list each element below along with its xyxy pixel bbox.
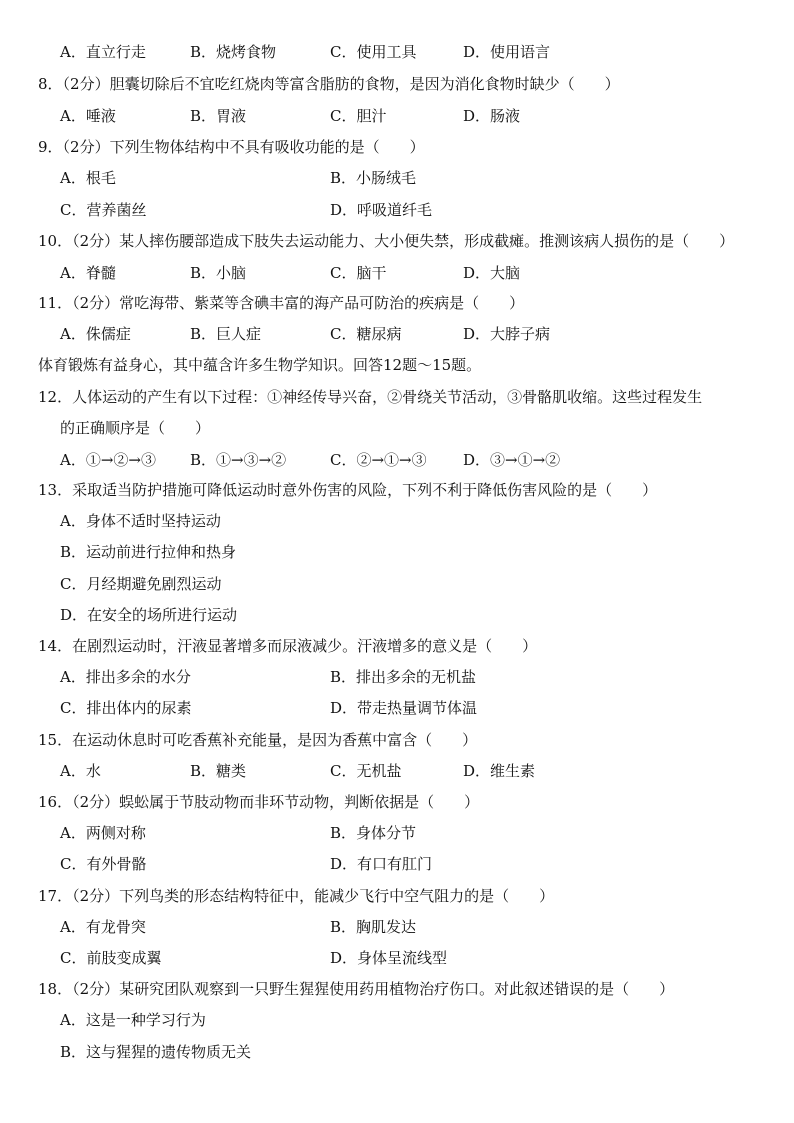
q9-stem [38,136,764,158]
q12-option-b: B．①→③→② [190,451,287,469]
q14-number: 14． [38,637,73,655]
q11-option-a: A．侏儒症 [60,325,131,343]
q10-number: 10． [38,232,73,250]
q10-option-d: D．大脑 [463,264,521,282]
q13-option-a: A．身体不适时坚持运动 [60,512,221,530]
q17-option-a: A．有龙骨突 [60,918,146,936]
q16-stem [38,791,764,813]
q13-number: 13． [38,481,73,499]
q9-text: （2分）下列生物体结构中不具有吸收功能的是（ ） [62,138,425,156]
q12-option-a: A．①→②→③ [60,451,156,469]
q15-option-d: D．维生素 [463,762,536,780]
q8-text: （2分）胆囊切除后不宜吃红烧肉等富含脂肪的食物，是因为消化食物时缺少（ ） [62,75,620,93]
q18-number: 18． [38,980,73,998]
q17-options-row1 [60,916,764,938]
q14-text: 在剧烈运动时，汗液显著增多而尿液减少。汗液增多的意义是（ ） [72,637,538,655]
q18-stem [38,978,764,1000]
q12-option-d: D．③→①→② [463,451,561,469]
q17-options-row2 [60,947,764,969]
q14-option-a: A．排出多余的水分 [60,668,191,686]
q10-stem [38,230,764,252]
q13-stem [38,479,764,501]
q11-text: （2分）常吃海带、紫菜等含碘丰富的海产品可防治的疾病是（ ） [72,294,525,312]
q8-number: 8． [38,75,63,93]
q14-option-d: D．带走热量调节体温 [330,699,478,717]
q13-option-c: C．月经期避免剧烈运动 [60,575,222,593]
q7-option-b: B．烧烤食物 [190,43,277,61]
q12-stem-continued: 的正确顺序是（ ） [60,419,211,437]
q8-stem [38,73,764,95]
q11-option-b: B．巨人症 [190,325,262,343]
q12-stem [38,386,764,408]
q15-option-b: B．糖类 [190,762,247,780]
q9-option-c: C．营养菌丝 [60,201,147,219]
q8-option-a: A．唾液 [60,107,116,125]
q10-option-c: C．脑干 [330,264,387,282]
q13-text: 采取适当防护措施可降低运动时意外伤害的风险，下列不利于降低伤害风险的是（ ） [72,481,658,499]
q11-options [60,323,764,345]
q14-stem [38,635,764,657]
q7-option-d: D．使用语言 [463,43,551,61]
q8-options [60,105,764,127]
q17-text: （2分）下列鸟类的形态结构特征中，能减少飞行中空气阻力的是（ ） [72,887,555,905]
q10-option-a: A．脊髓 [60,264,116,282]
q12-option-c: C．②→①→③ [330,451,427,469]
q11-number: 11． [38,294,73,312]
q9-option-b: B．小肠绒毛 [330,169,417,187]
q13-option-d: D．在安全的场所进行运动 [60,606,238,624]
q16-option-b: B．身体分节 [330,824,417,842]
q7-option-c: C．使用工具 [330,43,417,61]
q9-option-a: A．根毛 [60,169,116,187]
q9-options-row2 [60,199,764,221]
q9-option-d: D．呼吸道纤毛 [330,201,433,219]
q9-number: 9． [38,138,63,156]
q12-text: 人体运动的产生有以下过程：①神经传导兴奋，②骨绕关节活动，③骨骼肌收缩。这些过程发生 [72,388,703,406]
q15-number: 15． [38,731,73,749]
q18-text: （2分）某研究团队观察到一只野生猩猩使用药用植物治疗伤口。对此叙述错误的是（ ） [72,980,675,998]
q11-option-d: D．大脖子病 [463,325,551,343]
q10-text: （2分）某人摔伤腰部造成下肢失去运动能力、大小便失禁，形成截瘫。推测该病人损伤的是（ ） [72,232,735,250]
q10-options [60,262,764,284]
q8-option-c: C．胆汁 [330,107,387,125]
q17-number: 17． [38,887,73,905]
q14-options-row1 [60,666,764,688]
q14-option-b: B．排出多余的无机盐 [330,668,477,686]
q15-options [60,760,764,782]
q16-option-a: A．两侧对称 [60,824,146,842]
q7-options [60,41,764,63]
section-intro: 体育锻炼有益身心，其中蕴含许多生物学知识。回答12题～15题。 [38,356,482,374]
q16-options-row2 [60,853,764,875]
q17-option-b: B．胸肌发达 [330,918,417,936]
q17-option-d: D．身体呈流线型 [330,949,448,967]
q17-option-c: C．前肢变成翼 [60,949,162,967]
q14-option-c: C．排出体内的尿素 [60,699,192,717]
q15-text: 在运动休息时可吃香蕉补充能量，是因为香蕉中富含（ ） [72,731,478,749]
q16-text: （2分）蜈蚣属于节肢动物而非环节动物，判断依据是（ ） [72,793,480,811]
q14-options-row2 [60,697,764,719]
q8-option-d: D．肠液 [463,107,521,125]
q18-option-a: A．这是一种学习行为 [60,1011,206,1029]
q11-stem [38,292,764,314]
q16-option-d: D．有口有肛门 [330,855,433,873]
q9-options-row1 [60,167,764,189]
q16-number: 16． [38,793,73,811]
q17-stem [38,885,764,907]
q12-options [60,449,764,471]
q16-options-row1 [60,822,764,844]
q7-option-a: A．直立行走 [60,43,146,61]
q15-option-a: A．水 [60,762,101,780]
q10-option-b: B．小脑 [190,264,247,282]
q13-option-b: B．运动前进行拉伸和热身 [60,543,237,561]
q15-option-c: C．无机盐 [330,762,402,780]
q11-option-c: C．糖尿病 [330,325,402,343]
q12-number: 12． [38,388,73,406]
q8-option-b: B．胃液 [190,107,247,125]
q16-option-c: C．有外骨骼 [60,855,147,873]
q15-stem [38,729,764,751]
q18-option-b: B．这与猩猩的遗传物质无关 [60,1043,252,1061]
